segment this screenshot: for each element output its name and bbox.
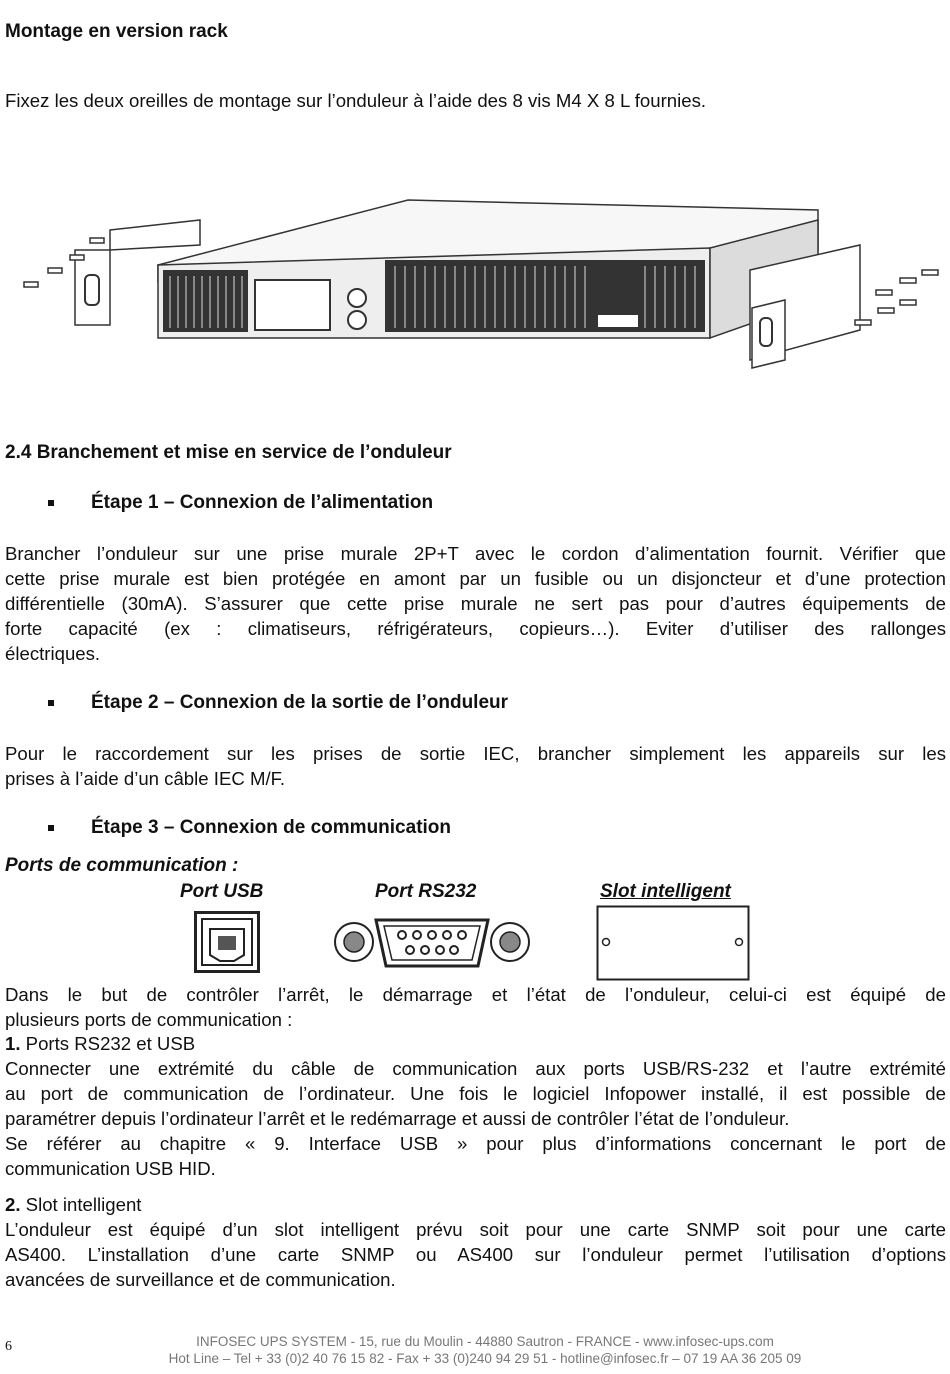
rs232-port-label: Port RS232: [375, 881, 477, 902]
item-2-heading: [5, 1192, 946, 1217]
item-1-line: paramétrer depuis l’ordinateur l’arrêt et le redémarrage et aussi de contrôler l’état de l’onduleur.: [5, 1108, 790, 1129]
step-1-line: électriques.: [5, 643, 101, 664]
item-1-line: au port de communication de l’ordinateur. Une fois le logiciel Infopower installé, il est possible de: [5, 1083, 946, 1104]
footer-address: INFOSEC UPS SYSTEM - 15, rue du Moulin - 44880 Sautron - FRANCE - www.infosec-ups.com: [196, 1334, 774, 1349]
item-1-line: communication USB HID.: [5, 1158, 216, 1179]
item-1-number: 1.: [5, 1033, 21, 1054]
step-2-title: Étape 2 – Connexion de la sortie de l’onduleur: [91, 692, 509, 713]
step-1-line: Brancher l’onduleur sur une prise murale 2P+T avec le cordon d’alimentation fournit. Vérifier que: [5, 543, 946, 564]
item-1-heading: [5, 1031, 946, 1056]
step-1-line: cette prise murale est bien protégée en amont par un fusible ou un disjoncteur et d’une protection: [5, 568, 946, 589]
rack-instruction: Fixez les deux oreilles de montage sur l’onduleur à l’aide des 8 vis M4 X 8 L fournies.: [5, 90, 707, 111]
intro-line: plusieurs ports de communication :: [5, 1009, 293, 1030]
smart-slot-icon: [596, 905, 750, 981]
slot-label: Slot intelligent: [600, 881, 731, 902]
bullet-icon: [48, 700, 54, 706]
item-2-line: L’onduleur est équipé d’un slot intelligent prévu soit pour une carte SNMP soit pour une carte: [5, 1219, 946, 1240]
step-1-line: forte capacité (ex : climatiseurs, réfrigérateurs, copieurs…). Eviter d’utiliser des rallonges: [5, 618, 946, 639]
ports-title: Ports de communication :: [5, 855, 239, 876]
step-1-title: Étape 1 – Connexion de l’alimentation: [91, 492, 434, 513]
usb-port-label: Port USB: [180, 881, 264, 902]
step-2-line: Pour le raccordement sur les prises de sortie IEC, brancher simplement les appareils sur les: [5, 743, 946, 764]
usb-port-icon: [194, 911, 260, 973]
section-title: 2.4 Branchement et mise en service de l’onduleur: [5, 442, 452, 463]
item-2-line: avancées de surveillance et de communication.: [5, 1269, 396, 1290]
bullet-icon: [48, 825, 54, 831]
intro-line: Dans le but de contrôler l’arrêt, le démarrage et l’état de l’onduleur, celui-ci est équipé de: [5, 984, 946, 1005]
rack-section-title: Montage en version rack: [5, 21, 228, 42]
item-2-line: AS400. L’installation d’une carte SNMP ou AS400 sur l’onduleur permet l’utilisation d’options: [5, 1244, 946, 1265]
item-1-line: Se référer au chapitre « 9. Interface USB » pour plus d’informations concernant le port de: [5, 1133, 946, 1154]
step-1-line: différentielle (30mA). S’assurer que cette prise murale ne sert pas pour d’autres équipements de: [5, 593, 946, 614]
page-number: 6: [5, 1339, 12, 1354]
bullet-icon: [48, 500, 54, 506]
rack-mount-illustration: [10, 190, 945, 390]
item-2-title: Slot intelligent: [20, 1194, 142, 1215]
rs232-port-icon: [332, 912, 532, 974]
item-1-title: Ports RS232 et USB: [20, 1033, 196, 1054]
step-2-line: prises à l’aide d’un câble IEC M/F.: [5, 768, 286, 789]
item-2-number: 2.: [5, 1194, 21, 1215]
item-1-line: Connecter une extrémité du câble de communication aux ports USB/RS-232 et l’autre extrémité: [5, 1058, 946, 1079]
step-3-title: Étape 3 – Connexion de communication: [91, 817, 452, 838]
footer-contact: Hot Line – Tel + 33 (0)2 40 76 15 82 - Fax + 33 (0)240 94 29 51 - hotline@infosec.fr – 07 19 AA 36 205 09: [168, 1351, 802, 1366]
